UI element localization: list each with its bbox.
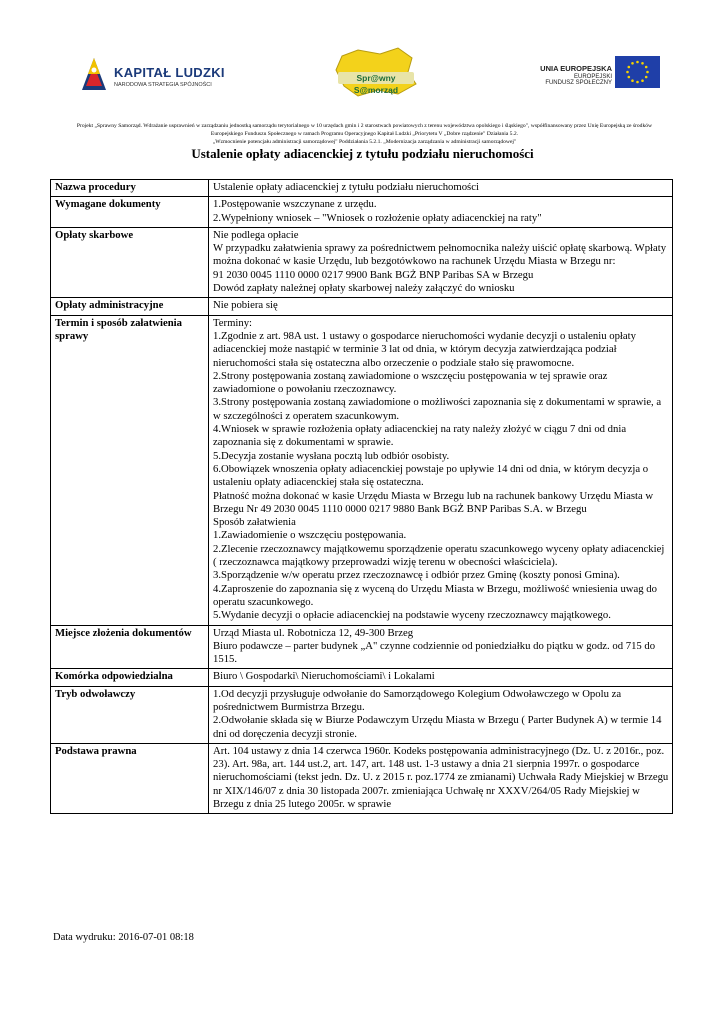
row-label: Wymagane dokumenty xyxy=(51,197,209,228)
project-note-line: Projekt „Sprawny Samorząd. Wdrażanie usprawnień w zarządzaniu jednostką samorządu terytorialnego w 10 urzędach gmin i 2 starostwach powiatowych z terenu województwa opolskiego i śląskiego", współfinansowany przez Unię Europejską ze środków Europejskiego Funduszu Społecznego w ramach Programu Operacyjnego Kapitał Ludzki „Priorytetu V „Dobre rządzenie" Działania 5.2. xyxy=(76,123,653,138)
row-value-line: Płatność można dokonać w kasie Urzędu Miasta w Brzegu lub na rachunek bankowy Urzędu Miasta w Brzegu Nr 49 2030 0045 1110 0000 0217 9880 Bank BGŻ BNP Paribas S.A. w Brzegu xyxy=(213,489,654,515)
procedure-table xyxy=(50,179,673,814)
row-label: Podstawa prawna xyxy=(51,743,209,813)
row-label: Opłaty skarbowe xyxy=(51,227,209,297)
row-value-line: Biuro \ Gospodarki\ Nieruchomościami\ i Lokalami xyxy=(213,670,435,683)
ue-line2: EUROPEJSKI xyxy=(573,74,612,80)
row-value-line: 4.Wniosek w sprawie rozłożenia opłaty adiacenckiej na raty należy złożyć w ciągu 7 dni od dnia zapoznania się z dokumentami w sprawie. xyxy=(213,423,627,449)
print-date: Data wydruku: 2016-07-01 08:18 xyxy=(53,932,194,943)
row-value xyxy=(209,743,673,813)
row-value-line: 2.Strony postępowania zostaną zawiadomione o wszczęciu postępowania w tej sprawie oraz zawiadomione o powołaniu rzeczoznawcy. xyxy=(213,369,608,396)
row-value-line: Terminy: xyxy=(213,316,253,329)
row-value xyxy=(209,669,673,686)
row-value xyxy=(209,315,673,625)
row-value xyxy=(209,686,673,743)
table-row xyxy=(51,227,673,297)
row-value-line: Sposób załatwienia xyxy=(213,516,296,529)
row-value-line: 5.Wydanie decyzji o opłacie adiacenckiej na podstawie wyceny rzeczoznawcy majątkowego. xyxy=(213,609,611,622)
project-note-line: „Wzmocnienie potencjału administracji samorządowej" Poddziałania 5.2.1. „Modernizacja zarządzania w administracji samorządowej" xyxy=(212,139,517,146)
table-row xyxy=(51,743,673,813)
ue-line1: UNIA EUROPEJSKA xyxy=(540,64,612,73)
row-value xyxy=(209,298,673,315)
row-value-line: 6.Obowiązek wnoszenia opłaty adiacenckiej powstaje po upływie 14 dni od dnia, w którym decyzja o ustaleniu opłaty adiacenckiej stała się ostateczna. xyxy=(213,462,649,489)
row-value-line: 3.Sporządzenie w/w operatu przez rzeczoznawcę i odbiór przez Gminę (koszty ponosi Gmina). xyxy=(213,569,620,582)
table-row xyxy=(51,298,673,315)
row-value-line: 4.Zaproszenie do zapoznania się z wyceną do Urzędu Miasta w Brzegu, możliwość wniesienia uwag do operatu szacunkowego. xyxy=(213,582,657,608)
row-value-line: 2.Odwołanie składa się w Biurze Podawczym Urzędu Miasta w Brzegu ( Parter Budynek A) w termie 14 dni od doręczenia decyzji stronie. xyxy=(213,714,662,740)
kapital-ludzki-title: KAPITAŁ LUDZKI xyxy=(114,65,225,80)
table-row xyxy=(51,686,673,743)
row-value xyxy=(209,227,673,297)
row-value-line: 1.Od decyzji przysługuje odwołanie do Samorządowego Kolegium Odwoławczego w Opolu za pośrednictwem Burmistrza Brzegu. xyxy=(213,687,622,713)
row-value-line: Dowód zapłaty należnej opłaty skarbowej należy załączyć do wniosku xyxy=(213,282,515,295)
table-row xyxy=(51,180,673,197)
row-value xyxy=(209,625,673,669)
project-note xyxy=(72,122,657,147)
row-value-line: 2.Zlecenie rzeczoznawcy majątkowemu sporządzenie operatu szacunkowego wyceny opłaty adiacenckiej ( rzeczoznawca majątkowy przeprowadzi wizję terenu w obecności właściciela). xyxy=(213,542,665,569)
row-value-line: Ustalenie opłaty adiacenckiej z tytułu podziału nieruchomości xyxy=(213,181,479,193)
row-value-line: Art. 104 ustawy z dnia 14 czerwca 1960r. Kodeks postępowania administracyjnego (Dz. U. z 2016r., poz. 23). Art. 98a, art. 144 ust.2, art. 147, art. 148 ust. 1-3 ustawy a dnia 21 sierpnia 1997r. o gospodarce nieruchomościami (tekst jedn. Dz. U. z 2015 r. poz.1774 ze zmianami) Uchwała Rady Miejskiej w Brzegu nr XIX/146/07 z dnia 30 listopada 2007r. zmieniająca Uchwałę nr XXXV/264/05 Rady Miejskiej w Brzegu z dnia 25 lutego 2005r. w sprawie xyxy=(213,744,669,811)
row-value-line: 1.Zgodnie z art. 98A ust. 1 ustawy o gospodarce nieruchomości wydanie decyzji o ustaleniu opłaty adiacenckiej może nastąpić w terminie 3 lat od dnia, w którym decyzja zatwierdzająca podział nieruchomości stała się ostateczna albo orzeczenie o podziale stało się prawomocne. xyxy=(213,329,636,369)
eu-efs-logo xyxy=(530,56,660,96)
row-value-line: 1.Zawiadomienie o wszczęciu postępowania. xyxy=(213,529,407,542)
page-title: Ustalenie opłaty adiacenckiej z tytułu podziału nieruchomości xyxy=(191,146,534,161)
row-value-line: Biuro podawcze – parter budynek „A" czynne codziennie od poniedziałku do piątku w godz. od 715 do 1515. xyxy=(213,639,656,666)
sprawny-samorzad-logo xyxy=(328,46,424,98)
kapital-ludzki-logo xyxy=(80,56,250,96)
table-row xyxy=(51,315,673,625)
row-value-line: Nie pobiera się xyxy=(213,299,278,312)
row-label: Opłaty administracyjne xyxy=(51,298,209,315)
row-value-line: Urząd Miasta ul. Robotnicza 12, 49-300 Brzeg xyxy=(213,626,414,639)
table-row xyxy=(51,625,673,669)
row-label: Termin i sposób załatwienia sprawy xyxy=(51,315,209,625)
table-row xyxy=(51,197,673,228)
procedure-table-body xyxy=(51,180,673,814)
row-value-line: 5.Decyzja zostanie wysłana pocztą lub odbiór osobisty. xyxy=(213,449,450,462)
row-value-line: 2.Wypełniony wniosek – "Wniosek o rozłożenie opłaty adiacenckiej na raty" xyxy=(213,211,542,224)
row-value-line: W przypadku załatwienia sprawy za pośrednictwem pełnomocnika należy uiścić opłatę skarbową. Wpłaty można dokonać w kasie Urzędu, lub bezgotówkowo na rachunek Urzędu Miasta w Brzegu nr: xyxy=(213,242,667,268)
kapital-ludzki-subtitle: NARODOWA STRATEGIA SPÓJNOŚCI xyxy=(114,82,212,88)
kapital-ludzki-emblem-icon xyxy=(80,56,108,92)
row-label: Komórka odpowiedzialna xyxy=(51,669,209,686)
row-value-line: 3.Strony postępowania zostaną zawiadomione o możliwości zapoznania się z dokumentami w sprawie, a w szczególności z operatem szacunkowym. xyxy=(213,396,662,422)
ue-line3: FUNDUSZ SPOŁECZNY xyxy=(545,80,612,86)
row-value xyxy=(209,180,673,197)
eu-flag-icon xyxy=(615,56,660,88)
row-value xyxy=(209,197,673,228)
sprawny-samorzad-text: Spr@wny S@morząd xyxy=(338,72,414,84)
row-label: Nazwa procedury xyxy=(51,180,209,197)
row-label: Tryb odwoławczy xyxy=(51,686,209,743)
row-value-line: 1.Postępowanie wszczynane z urzędu. xyxy=(213,198,377,211)
row-value-line: 91 2030 0045 1110 0000 0217 9900 Bank BGŻ BNP Paribas SA w Brzegu xyxy=(213,268,534,281)
table-row xyxy=(51,669,673,686)
row-value-line: Nie podlega opłacie xyxy=(213,228,299,241)
row-label: Miejsce złożenia dokumentów xyxy=(51,625,209,669)
